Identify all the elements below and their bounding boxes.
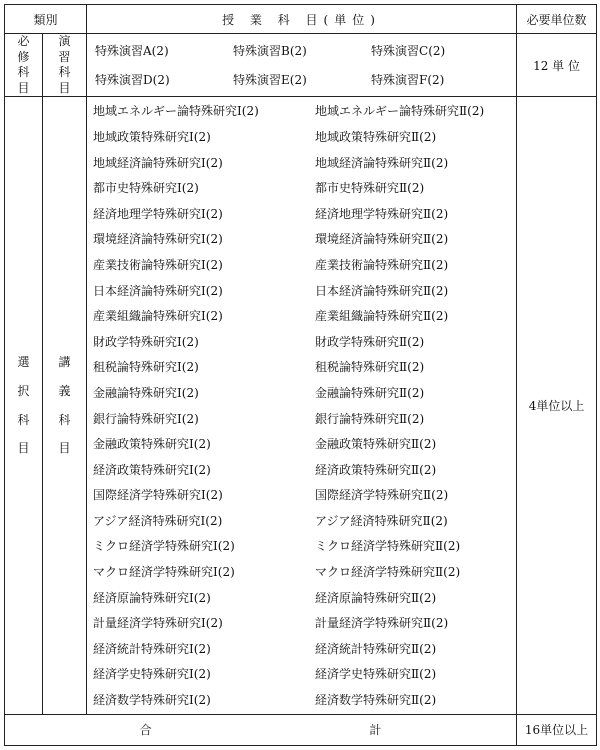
lecture-category-label: 講義科目 bbox=[58, 354, 71, 456]
required-units-header: 必要単位数 bbox=[517, 5, 597, 34]
list-item: 産業組織論特殊研究Ⅰ(2) bbox=[93, 309, 223, 324]
elective-subjects-list bbox=[87, 97, 516, 713]
list-item: 地域経済論特殊研究Ⅰ(2) bbox=[93, 155, 223, 170]
required-units-cell: 12 単 位 bbox=[517, 34, 597, 97]
list-item: 国際経済学特殊研究Ⅰ(2) bbox=[93, 488, 223, 503]
list-item: アジア経済特殊研究Ⅱ(2) bbox=[315, 513, 448, 528]
category-header: 類別 bbox=[5, 5, 87, 34]
list-item: 地域政策特殊研究Ⅰ(2) bbox=[93, 129, 211, 144]
elective-category-label: 選択科目 bbox=[17, 354, 30, 456]
list-item: 経済数学特殊研究Ⅰ(2) bbox=[93, 693, 211, 708]
list-item: 銀行論特殊研究Ⅰ(2) bbox=[93, 411, 199, 426]
seminar-category-cell bbox=[43, 34, 87, 97]
elective-subjects-cell bbox=[87, 97, 517, 714]
list-item: 経済学史特殊研究Ⅱ(2) bbox=[315, 667, 437, 682]
list-item: 経済地理学特殊研究Ⅱ(2) bbox=[315, 206, 449, 221]
list-item: マクロ経済学特殊研究Ⅱ(2) bbox=[315, 565, 461, 580]
list-item: 環境経済論特殊研究Ⅱ(2) bbox=[315, 232, 449, 247]
list-item: ミクロ経済学特殊研究Ⅰ(2) bbox=[93, 539, 235, 554]
seminar-category-label: 演習科目 bbox=[58, 34, 71, 95]
list-item: 経済政策特殊研究Ⅱ(2) bbox=[315, 462, 437, 477]
list-item: 租税論特殊研究Ⅱ(2) bbox=[315, 360, 425, 375]
list-item: アジア経済特殊研究Ⅰ(2) bbox=[93, 513, 223, 528]
list-item: 環境経済論特殊研究Ⅰ(2) bbox=[93, 232, 223, 247]
elective-row bbox=[5, 97, 597, 714]
list-item: 金融政策特殊研究Ⅱ(2) bbox=[315, 437, 437, 452]
list-item: 日本経済論特殊研究Ⅱ(2) bbox=[315, 283, 449, 298]
required-category-cell bbox=[5, 34, 43, 97]
lecture-category-cell bbox=[43, 97, 87, 714]
list-item: 日本経済論特殊研究Ⅰ(2) bbox=[93, 283, 223, 298]
required-row bbox=[5, 34, 597, 97]
list-item: 計量経済学特殊研究Ⅰ(2) bbox=[93, 616, 223, 631]
list-item: 経済数学特殊研究Ⅱ(2) bbox=[315, 693, 437, 708]
list-item: 地域経済論特殊研究Ⅱ(2) bbox=[315, 155, 449, 170]
list-item: 産業技術論特殊研究Ⅱ(2) bbox=[315, 257, 449, 272]
list-item: 地域エネルギー論特殊研究Ⅰ(2) bbox=[93, 104, 259, 119]
list-item: 地域エネルギー論特殊研究Ⅱ(2) bbox=[315, 104, 485, 119]
list-item: 特殊演習D(2) bbox=[95, 73, 170, 88]
list-item: 産業技術論特殊研究Ⅰ(2) bbox=[93, 257, 223, 272]
total-label-cell bbox=[5, 714, 517, 745]
list-item: 特殊演習F(2) bbox=[371, 73, 445, 88]
list-item: 経済原論特殊研究Ⅰ(2) bbox=[93, 590, 211, 605]
list-item: マクロ経済学特殊研究Ⅰ(2) bbox=[93, 565, 235, 580]
list-item: 特殊演習E(2) bbox=[233, 73, 307, 88]
list-item: 特殊演習A(2) bbox=[95, 44, 169, 59]
list-item: 銀行論特殊研究Ⅱ(2) bbox=[315, 411, 425, 426]
list-item: 経済地理学特殊研究Ⅰ(2) bbox=[93, 206, 223, 221]
list-item: 金融論特殊研究Ⅰ(2) bbox=[93, 385, 199, 400]
list-item: 経済統計特殊研究Ⅰ(2) bbox=[93, 641, 211, 656]
list-item: 国際経済学特殊研究Ⅱ(2) bbox=[315, 488, 449, 503]
total-label-left: 合 bbox=[139, 723, 152, 738]
credits-table bbox=[4, 4, 597, 746]
list-item: 計量経済学特殊研究Ⅱ(2) bbox=[315, 616, 449, 631]
elective-category-cell bbox=[5, 97, 43, 714]
list-item: 経済統計特殊研究Ⅱ(2) bbox=[315, 641, 437, 656]
list-item: 経済学史特殊研究Ⅰ(2) bbox=[93, 667, 211, 682]
list-item: 地域政策特殊研究Ⅱ(2) bbox=[315, 129, 437, 144]
required-subjects-cell bbox=[87, 34, 517, 97]
list-item: 財政学特殊研究Ⅰ(2) bbox=[93, 334, 199, 349]
list-item: 特殊演習C(2) bbox=[371, 44, 446, 59]
list-item: 都市史特殊研究Ⅱ(2) bbox=[315, 181, 425, 196]
list-item: 都市史特殊研究Ⅰ(2) bbox=[93, 181, 199, 196]
required-subjects-list bbox=[87, 42, 516, 88]
list-item: 金融論特殊研究Ⅱ(2) bbox=[315, 385, 425, 400]
list-item: ミクロ経済学特殊研究Ⅱ(2) bbox=[315, 539, 461, 554]
subjects-header: 授 業 科 目(単位) bbox=[87, 5, 517, 34]
elective-units-cell: 4単位以上 bbox=[517, 97, 597, 714]
list-item: 金融政策特殊研究Ⅰ(2) bbox=[93, 437, 211, 452]
required-category-label: 必修科目 bbox=[17, 34, 30, 95]
header-row bbox=[5, 5, 597, 34]
list-item: 租税論特殊研究Ⅰ(2) bbox=[93, 360, 199, 375]
total-units-cell: 16単位以上 bbox=[517, 714, 597, 745]
total-row bbox=[5, 714, 597, 745]
list-item: 経済原論特殊研究Ⅱ(2) bbox=[315, 590, 437, 605]
list-item: 財政学特殊研究Ⅱ(2) bbox=[315, 334, 425, 349]
total-label-right: 計 bbox=[369, 723, 382, 738]
list-item: 産業組織論特殊研究Ⅱ(2) bbox=[315, 309, 449, 324]
list-item: 経済政策特殊研究Ⅰ(2) bbox=[93, 462, 211, 477]
list-item: 特殊演習B(2) bbox=[233, 44, 307, 59]
